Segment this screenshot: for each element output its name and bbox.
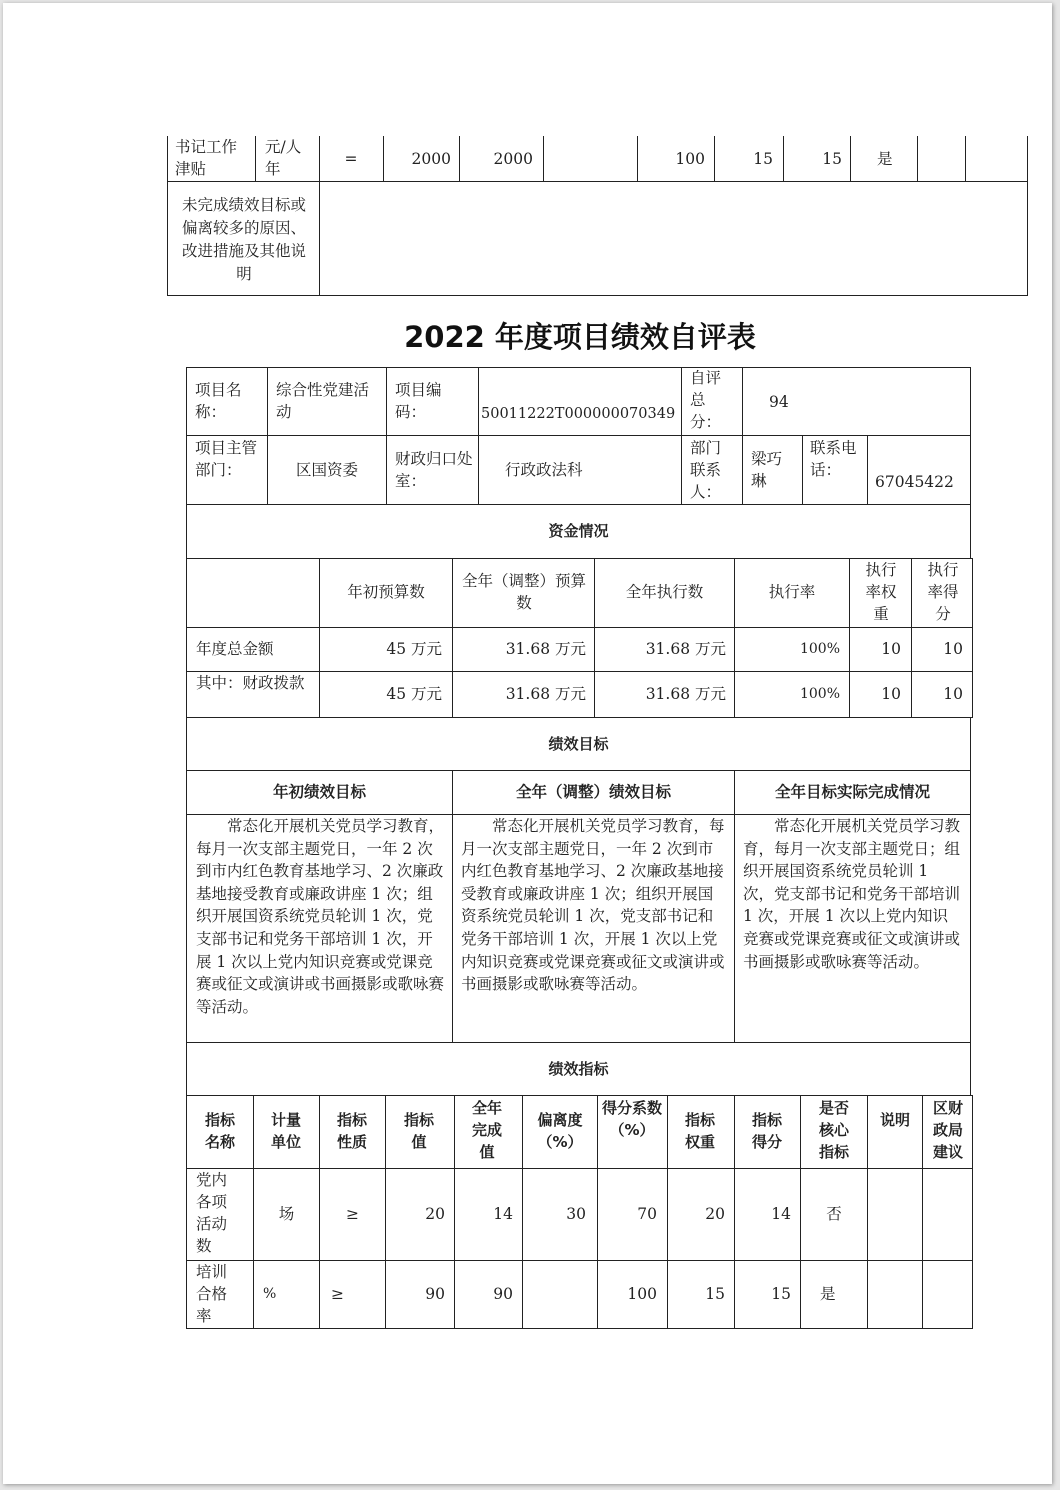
ind-header-name: 指标名称 bbox=[204, 1111, 235, 1151]
funds-row2-initial: 45 万元 bbox=[386, 685, 442, 703]
project-name-value: 综合性党建活动 bbox=[276, 381, 370, 421]
funds-row2-weight: 10 bbox=[881, 685, 901, 703]
ind-header-weight: 指标权重 bbox=[684, 1111, 715, 1151]
top-row-score: 15 bbox=[822, 150, 842, 168]
dept-value: 区国资委 bbox=[295, 461, 358, 479]
top-row-nature: = bbox=[344, 150, 358, 168]
phone-value: 67045422 bbox=[875, 473, 954, 491]
ind-row2-coef: 100 bbox=[627, 1285, 657, 1303]
ind-row2-name: 培训合格率 bbox=[196, 1263, 228, 1325]
page-title: 2022 年度项目绩效自评表 bbox=[404, 320, 756, 354]
funds-header-col1: 年初预算数 bbox=[347, 583, 425, 601]
document-page bbox=[3, 3, 1052, 1484]
ind-row2-target: 90 bbox=[425, 1285, 445, 1303]
top-row-coef: 100 bbox=[675, 150, 705, 168]
funds-row2-executed: 31.68 万元 bbox=[645, 685, 726, 703]
top-row-name: 书记工作津贴 bbox=[175, 138, 238, 178]
project-name-label: 项目名称： bbox=[195, 381, 242, 421]
goals-header-actual: 全年目标实际完成情况 bbox=[774, 782, 930, 801]
goals-actual-text: 常态化开展机关党员学习教育，每月一次支部主题党日；组织开展国资系统党员轮训 1 次，党支部书记和党务干部培训 1 次，开展 1 次以上党内知识竞赛或党课竞赛或征文或演讲或书画摄影或歌咏赛等活动。 bbox=[743, 817, 961, 971]
funds-row1-initial: 45 万元 bbox=[386, 640, 442, 658]
ind-header-coef: 得分系数（%） bbox=[601, 1099, 662, 1139]
funds-row1-score: 10 bbox=[943, 640, 963, 658]
ind-row1-unit: 场 bbox=[278, 1205, 295, 1223]
goals-initial-text: 常态化开展机关党员学习教育，每月一次支部主题党日，一年 2 次到市内红色教育基地学习、2 次廉政基地接受教育或廉政讲座 1 次；组织开展国资系统党员轮训 1 次，党支部书记和党务干部培训 1 次，开展 1 次以上党内知识竞赛或党课竞赛或征文或演讲或书画摄影或歌咏赛等活动。 bbox=[196, 817, 445, 1016]
ind-header-advice: 区财政局建议 bbox=[932, 1099, 963, 1161]
funds-header-col3: 全年执行数 bbox=[625, 583, 704, 601]
funds-row2-rate: 100% bbox=[799, 686, 840, 702]
funds-header-col4: 执行率 bbox=[768, 583, 816, 601]
funds-header-col5: 执行率权重 bbox=[865, 561, 897, 623]
goals-adjusted-text: 常态化开展机关党员学习教育，每月一次支部主题党日，一年 2 次到市内红色教育基地学习、2 次廉政基地接受教育或廉政讲座 1 次；组织开展国资系统党员轮训 1 次，党支部书记和党务干部培训 1 次，开展 1 次以上党内知识竞赛或党课竞赛或征文或演讲或书画摄影或歌咏赛等活动。 bbox=[461, 817, 725, 994]
ind-row1-weight: 20 bbox=[705, 1205, 725, 1223]
funds-row2-score: 10 bbox=[943, 685, 963, 703]
top-row-target: 2000 bbox=[411, 150, 451, 168]
indicators-section-title: 绩效指标 bbox=[548, 1060, 609, 1078]
dept-label: 项目主管部门： bbox=[195, 439, 258, 479]
funds-row1-label: 年度总金额 bbox=[196, 640, 274, 658]
ind-row2-score: 15 bbox=[771, 1285, 791, 1303]
funds-row1-adjusted: 31.68 万元 bbox=[505, 640, 586, 658]
goals-section-title: 绩效目标 bbox=[548, 735, 609, 753]
ind-row1-actual: 14 bbox=[493, 1205, 513, 1223]
contact-label: 部门联系人： bbox=[690, 439, 722, 501]
top-row-unit: 元/人年 bbox=[265, 138, 302, 178]
goals-header-initial: 年初绩效目标 bbox=[272, 782, 366, 801]
ind-row2-actual: 90 bbox=[493, 1285, 513, 1303]
top-row-core: 是 bbox=[877, 150, 893, 168]
top-row-actual: 2000 bbox=[493, 150, 533, 168]
funds-row1-executed: 31.68 万元 bbox=[645, 640, 726, 658]
office-value: 行政政法科 bbox=[505, 461, 583, 479]
funds-section-title: 资金情况 bbox=[548, 522, 609, 540]
project-code-label: 项目编码： bbox=[395, 381, 442, 421]
ind-row1-nature: ≥ bbox=[346, 1205, 359, 1223]
ind-header-score: 指标得分 bbox=[751, 1111, 782, 1151]
ind-header-unit: 计量单位 bbox=[270, 1111, 301, 1151]
ind-header-deviation: 偏离度（%） bbox=[537, 1111, 583, 1151]
office-label: 财政归口处室： bbox=[395, 450, 473, 490]
ind-row1-name: 党内各项活动数 bbox=[196, 1171, 228, 1255]
funds-row2-adjusted: 31.68 万元 bbox=[505, 685, 586, 703]
funds-row1-rate: 100% bbox=[799, 641, 840, 657]
funds-row2-label: 其中：财政拨款 bbox=[196, 674, 305, 692]
ind-header-core: 是否核心指标 bbox=[818, 1099, 849, 1161]
ind-row2-unit: % bbox=[263, 1286, 277, 1302]
top-row-weight: 15 bbox=[753, 150, 773, 168]
phone-label: 联系电话： bbox=[810, 439, 857, 479]
funds-header-col2: 全年（调整）预算数 bbox=[461, 572, 586, 612]
funds-header-col6: 执行率得分 bbox=[927, 561, 959, 623]
ind-header-target: 指标值 bbox=[403, 1111, 434, 1151]
ind-header-actual: 全年完成值 bbox=[471, 1099, 502, 1161]
ind-row2-core: 是 bbox=[820, 1285, 836, 1303]
ind-header-nature: 指标性质 bbox=[336, 1111, 367, 1151]
goals-header-adjusted: 全年（调整）绩效目标 bbox=[515, 782, 671, 801]
project-code-value: 50011222T000000070349 bbox=[481, 406, 676, 422]
contact-value: 梁巧琳 bbox=[751, 450, 783, 490]
funds-row1-weight: 10 bbox=[881, 640, 901, 658]
ind-row1-coef: 70 bbox=[637, 1205, 657, 1223]
ind-row1-target: 20 bbox=[425, 1205, 445, 1223]
ind-row2-weight: 15 bbox=[705, 1285, 725, 1303]
self-score-value: 94 bbox=[769, 393, 789, 411]
self-score-label: 自评总分： bbox=[690, 369, 722, 431]
ind-row1-deviation: 30 bbox=[566, 1205, 586, 1223]
ind-row1-score: 14 bbox=[771, 1205, 791, 1223]
ind-row2-nature: ≥ bbox=[331, 1285, 344, 1303]
unfinished-reason-label: 未完成绩效目标或偏离较多的原因、改进措施及其他说明 bbox=[181, 196, 306, 283]
ind-row1-core: 否 bbox=[826, 1205, 842, 1223]
ind-header-note: 说明 bbox=[879, 1111, 910, 1129]
